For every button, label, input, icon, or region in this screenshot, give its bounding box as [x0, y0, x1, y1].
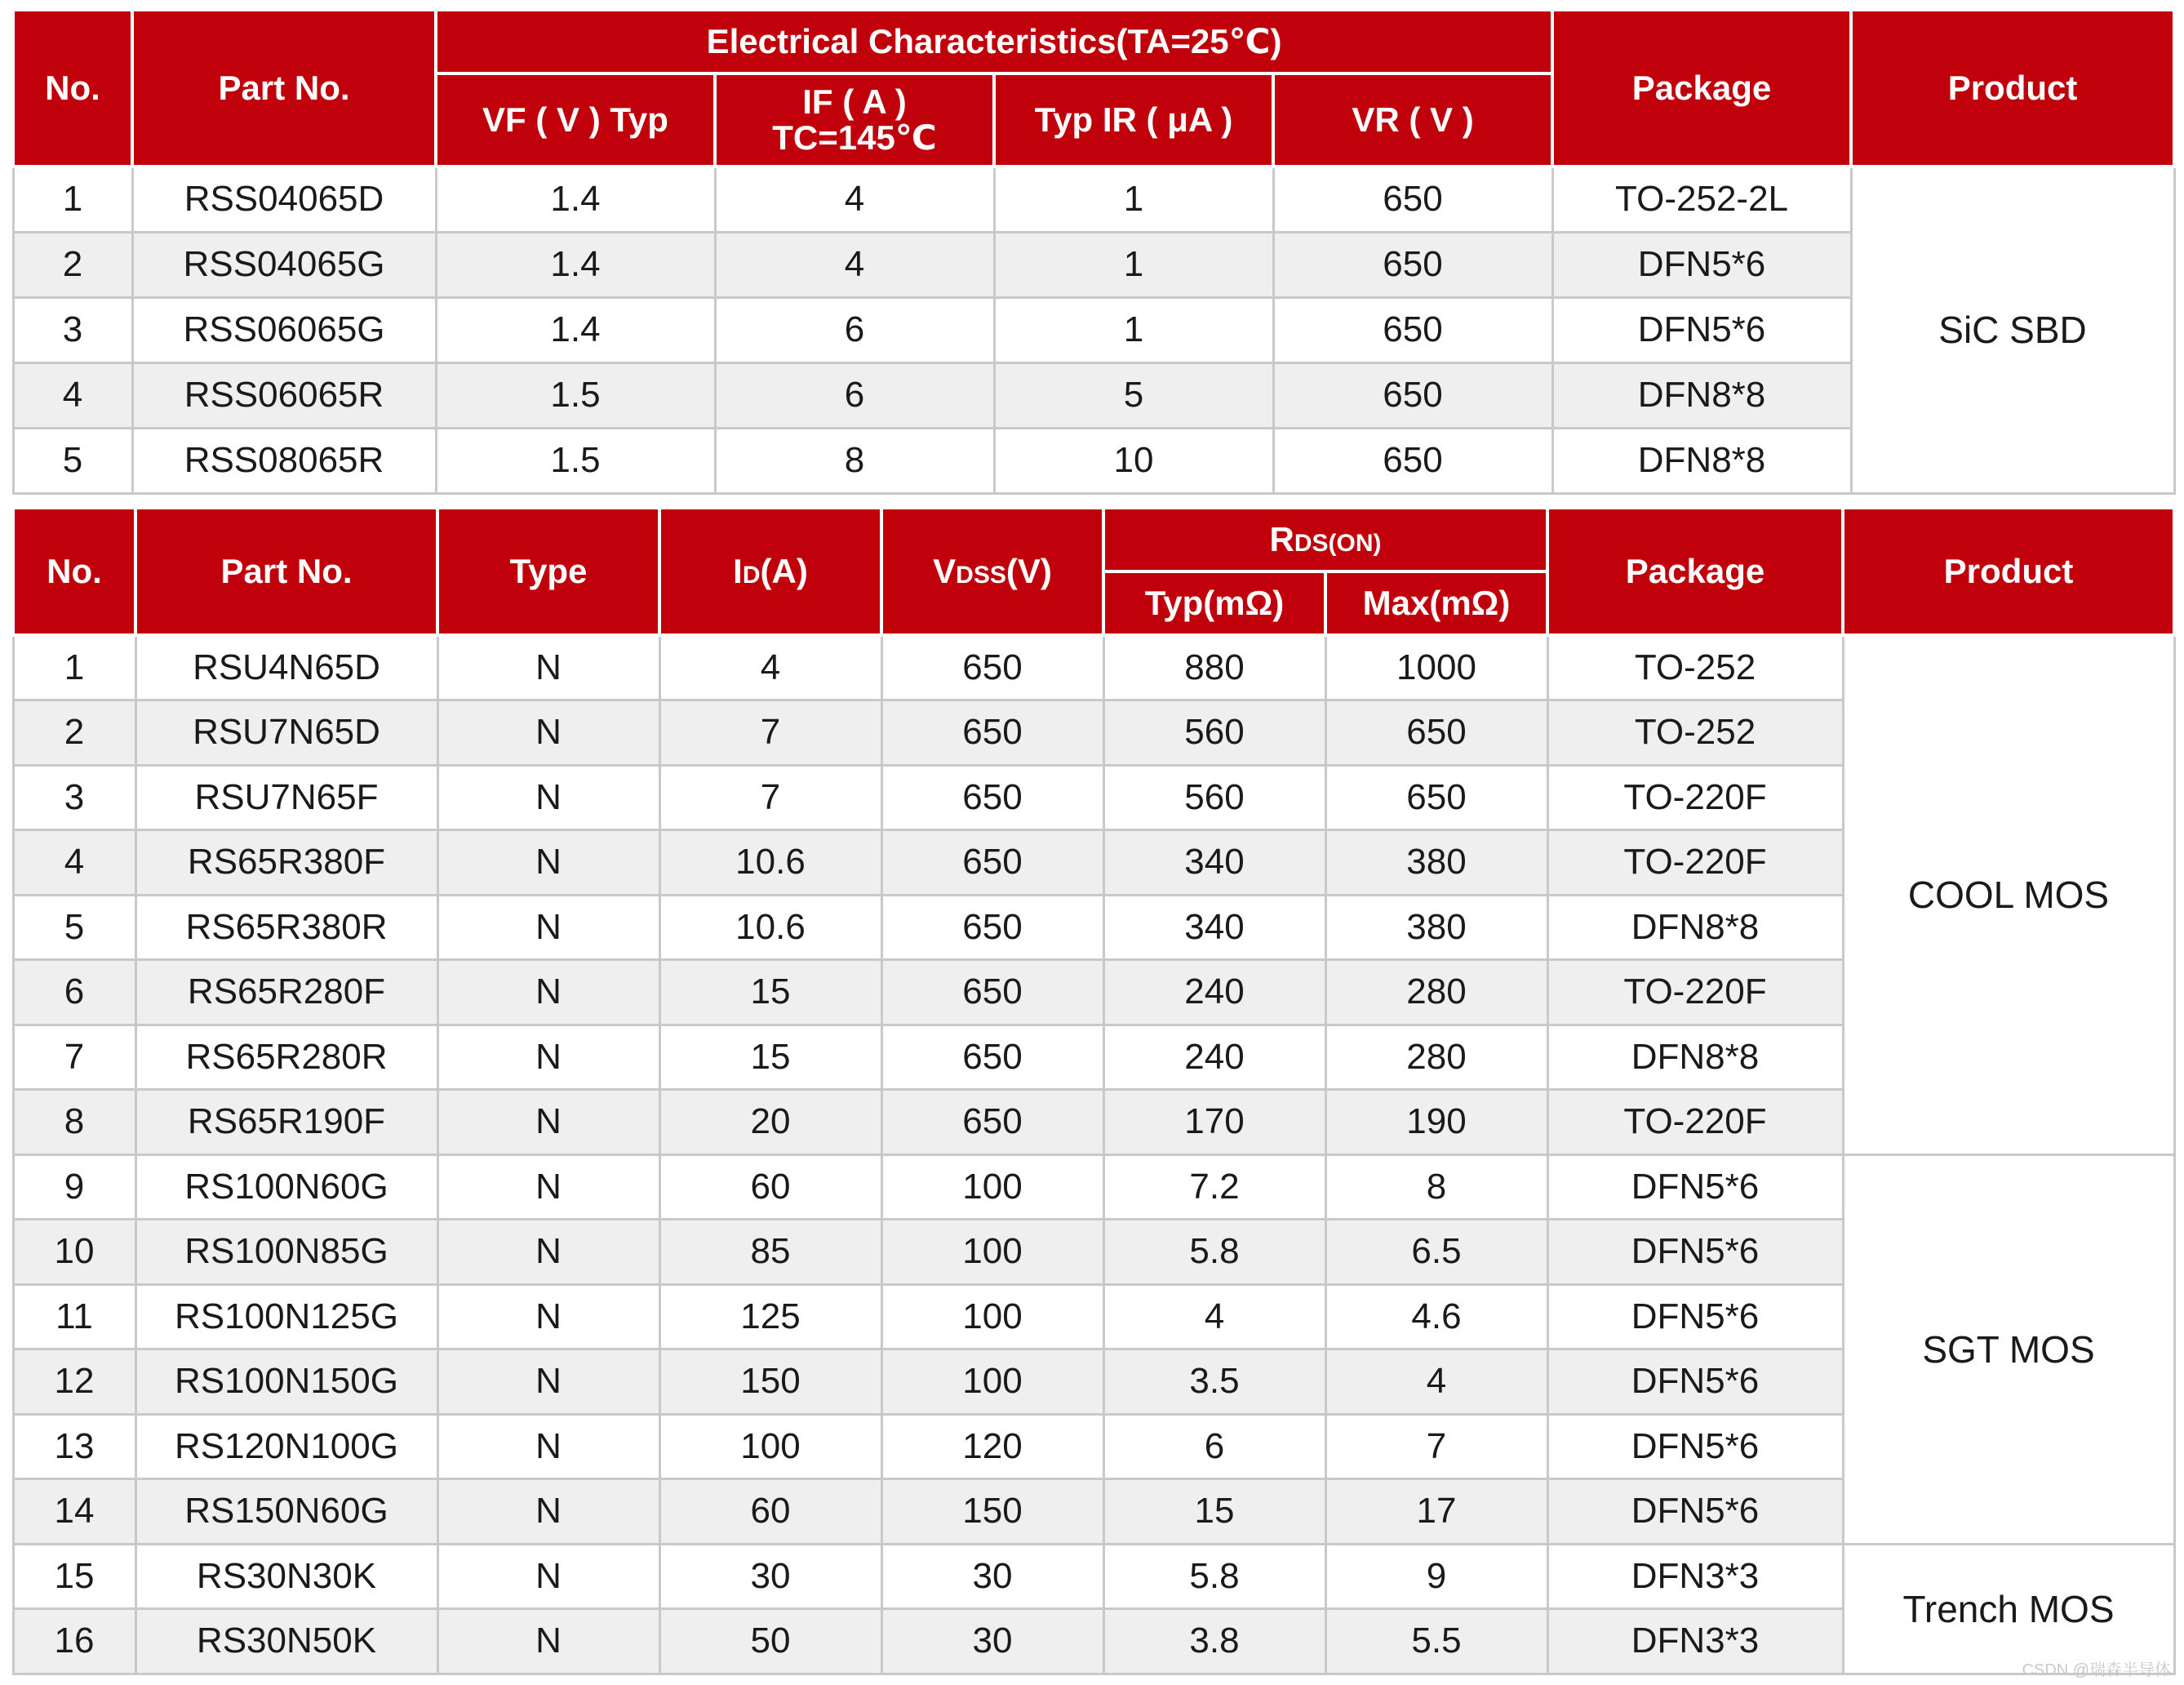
header-ir: Typ IR ( μA ) — [994, 73, 1273, 167]
cell-package: DFN8*8 — [1547, 1025, 1843, 1090]
header-vdss — [881, 508, 1103, 635]
cell-part: RS65R280F — [135, 960, 437, 1025]
header-package: Package — [1547, 508, 1843, 635]
cell-typ: 560 — [1103, 765, 1325, 830]
cell-id: 60 — [659, 1154, 881, 1220]
cell-part: RSS06065G — [132, 297, 436, 362]
cell-no: 7 — [13, 1025, 135, 1090]
header-vf: VF ( V ) Typ — [436, 73, 715, 167]
header-no: No. — [13, 10, 132, 167]
header-rds-main: R — [1269, 519, 1294, 558]
sic-sbd-table — [11, 8, 2176, 495]
cell-package: DFN5*6 — [1547, 1479, 1843, 1545]
cell-id: 10.6 — [659, 830, 881, 896]
cell-no: 9 — [13, 1154, 135, 1220]
cell-ir: 5 — [994, 362, 1273, 428]
cell-max: 380 — [1325, 830, 1547, 896]
cell-vr: 650 — [1273, 297, 1552, 362]
cell-no: 13 — [13, 1414, 135, 1479]
cell-vdss: 650 — [881, 635, 1103, 700]
header-typ: Typ(mΩ) — [1103, 571, 1325, 635]
product-cell: Trench MOS — [1843, 1544, 2174, 1674]
cell-part: RSS04065G — [132, 232, 436, 297]
watermark: CSDN @瑞森半导体 — [2022, 1661, 2171, 1679]
cell-type: N — [437, 1609, 659, 1674]
table-row — [13, 232, 2174, 297]
header-vdss-unit: (V) — [1005, 551, 1052, 590]
cell-part: RS65R280R — [135, 1025, 437, 1090]
cell-part: RSS08065R — [132, 428, 436, 493]
cell-if: 4 — [715, 232, 994, 297]
cell-max: 1000 — [1325, 635, 1547, 700]
cell-package: DFN5*6 — [1552, 232, 1851, 297]
cell-vr: 650 — [1273, 232, 1552, 297]
cell-max: 4.6 — [1325, 1284, 1547, 1349]
header-id-sub: D — [742, 561, 761, 589]
header-if-line1: IF ( A ) — [802, 82, 907, 121]
cell-ir: 10 — [994, 428, 1273, 493]
cell-no: 8 — [13, 1090, 135, 1155]
cell-no: 12 — [13, 1349, 135, 1415]
table-row — [13, 362, 2174, 428]
cell-no: 1 — [13, 167, 132, 232]
header-id — [659, 508, 881, 635]
header-electrical-characteristics: Electrical Characteristics(TA=25℃) — [436, 10, 1552, 73]
cell-part: RS30N50K — [135, 1609, 437, 1674]
cell-vdss: 650 — [881, 1090, 1103, 1155]
cell-part: RS65R380R — [135, 895, 437, 960]
cell-vr: 650 — [1273, 428, 1552, 493]
cell-part: RS100N60G — [135, 1154, 437, 1220]
cell-vf: 1.5 — [436, 362, 715, 428]
cell-package: DFN5*6 — [1552, 297, 1851, 362]
header-vr: VR ( V ) — [1273, 73, 1552, 167]
cell-id: 15 — [659, 1025, 881, 1090]
cell-type: N — [437, 1414, 659, 1479]
cell-part: RSU7N65F — [135, 765, 437, 830]
cell-no: 5 — [13, 895, 135, 960]
cell-package: DFN8*8 — [1552, 362, 1851, 428]
cell-ir: 1 — [994, 297, 1273, 362]
header-package: Package — [1552, 10, 1851, 167]
cell-package: DFN8*8 — [1552, 428, 1851, 493]
cell-typ: 3.8 — [1103, 1609, 1325, 1674]
cell-type: N — [437, 635, 659, 700]
cell-package: TO-220F — [1547, 765, 1843, 830]
cell-package: DFN5*6 — [1547, 1349, 1843, 1415]
header-part-no: Part No. — [132, 10, 436, 167]
cell-package: TO-252 — [1547, 635, 1843, 700]
cell-vf: 1.4 — [436, 232, 715, 297]
cell-type: N — [437, 1349, 659, 1415]
cell-id: 7 — [659, 765, 881, 830]
table-row — [13, 297, 2174, 362]
cell-max: 8 — [1325, 1154, 1547, 1220]
header-id-main: I — [733, 551, 743, 590]
cell-vdss: 650 — [881, 700, 1103, 766]
cell-max: 5.5 — [1325, 1609, 1547, 1674]
cell-max: 650 — [1325, 700, 1547, 766]
cell-no: 2 — [13, 232, 132, 297]
cell-no: 5 — [13, 428, 132, 493]
header-part-no: Part No. — [135, 508, 437, 635]
header-type: Type — [437, 508, 659, 635]
mosfet-table — [11, 506, 2176, 1675]
cell-part: RS120N100G — [135, 1414, 437, 1479]
cell-vdss: 30 — [881, 1609, 1103, 1674]
header-no: No. — [13, 508, 135, 635]
cell-part: RS65R380F — [135, 830, 437, 896]
cell-typ: 340 — [1103, 830, 1325, 896]
cell-max: 650 — [1325, 765, 1547, 830]
cell-typ: 560 — [1103, 700, 1325, 766]
cell-id: 85 — [659, 1220, 881, 1285]
cell-typ: 240 — [1103, 960, 1325, 1025]
cell-package: TO-252 — [1547, 700, 1843, 766]
header-product: Product — [1843, 508, 2174, 635]
cell-max: 4 — [1325, 1349, 1547, 1415]
cell-vf: 1.4 — [436, 297, 715, 362]
cell-part: RSU4N65D — [135, 635, 437, 700]
cell-max: 9 — [1325, 1544, 1547, 1609]
cell-no: 3 — [13, 765, 135, 830]
cell-no: 11 — [13, 1284, 135, 1349]
table-row — [13, 428, 2174, 493]
cell-ir: 1 — [994, 232, 1273, 297]
product-cell: SGT MOS — [1843, 1154, 2174, 1544]
cell-id: 150 — [659, 1349, 881, 1415]
cell-if: 6 — [715, 362, 994, 428]
header-max: Max(mΩ) — [1325, 571, 1547, 635]
cell-max: 280 — [1325, 960, 1547, 1025]
cell-type: N — [437, 1154, 659, 1220]
cell-type: N — [437, 895, 659, 960]
cell-id: 15 — [659, 960, 881, 1025]
cell-type: N — [437, 1479, 659, 1545]
cell-vdss: 100 — [881, 1349, 1103, 1415]
cell-type: N — [437, 700, 659, 766]
cell-package: TO-220F — [1547, 830, 1843, 896]
table-row — [13, 1154, 2174, 1220]
cell-typ: 340 — [1103, 895, 1325, 960]
cell-typ: 4 — [1103, 1284, 1325, 1349]
cell-typ: 240 — [1103, 1025, 1325, 1090]
cell-no: 4 — [13, 830, 135, 896]
cell-id: 125 — [659, 1284, 881, 1349]
header-rds-on — [1103, 508, 1547, 571]
cell-part: RS150N60G — [135, 1479, 437, 1545]
cell-typ: 5.8 — [1103, 1220, 1325, 1285]
cell-typ: 170 — [1103, 1090, 1325, 1155]
cell-part: RS100N85G — [135, 1220, 437, 1285]
cell-max: 6.5 — [1325, 1220, 1547, 1285]
cell-type: N — [437, 1544, 659, 1609]
cell-vdss: 150 — [881, 1479, 1103, 1545]
cell-type: N — [437, 1220, 659, 1285]
cell-vdss: 100 — [881, 1284, 1103, 1349]
product-cell: SiC SBD — [1851, 167, 2174, 493]
cell-max: 7 — [1325, 1414, 1547, 1479]
cell-typ: 7.2 — [1103, 1154, 1325, 1220]
cell-vdss: 650 — [881, 830, 1103, 896]
cell-if: 4 — [715, 167, 994, 232]
table-row — [13, 167, 2174, 232]
cell-part: RS100N125G — [135, 1284, 437, 1349]
cell-max: 190 — [1325, 1090, 1547, 1155]
cell-typ: 5.8 — [1103, 1544, 1325, 1609]
cell-no: 14 — [13, 1479, 135, 1545]
cell-if: 6 — [715, 297, 994, 362]
cell-id: 30 — [659, 1544, 881, 1609]
cell-part: RS100N150G — [135, 1349, 437, 1415]
cell-package: TO-220F — [1547, 960, 1843, 1025]
header-if-line2: TC=145℃ — [772, 118, 937, 157]
cell-type: N — [437, 1090, 659, 1155]
cell-id: 4 — [659, 635, 881, 700]
header-if — [715, 73, 994, 167]
cell-id: 20 — [659, 1090, 881, 1155]
cell-type: N — [437, 960, 659, 1025]
cell-no: 3 — [13, 297, 132, 362]
cell-id: 60 — [659, 1479, 881, 1545]
header-product: Product — [1851, 10, 2174, 167]
cell-no: 2 — [13, 700, 135, 766]
cell-no: 15 — [13, 1544, 135, 1609]
cell-vr: 650 — [1273, 362, 1552, 428]
cell-max: 17 — [1325, 1479, 1547, 1545]
cell-vdss: 650 — [881, 895, 1103, 960]
cell-id: 7 — [659, 700, 881, 766]
cell-type: N — [437, 765, 659, 830]
cell-typ: 880 — [1103, 635, 1325, 700]
cell-vdss: 100 — [881, 1220, 1103, 1285]
cell-package: DFN5*6 — [1547, 1284, 1843, 1349]
header-id-unit: (A) — [760, 551, 808, 590]
cell-typ: 6 — [1103, 1414, 1325, 1479]
cell-no: 4 — [13, 362, 132, 428]
cell-typ: 3.5 — [1103, 1349, 1325, 1415]
cell-no: 10 — [13, 1220, 135, 1285]
cell-id: 50 — [659, 1609, 881, 1674]
product-cell: COOL MOS — [1843, 635, 2174, 1154]
cell-part: RS65R190F — [135, 1090, 437, 1155]
cell-package: DFN3*3 — [1547, 1544, 1843, 1609]
cell-package: TO-252-2L — [1552, 167, 1851, 232]
cell-id: 10.6 — [659, 895, 881, 960]
cell-package: TO-220F — [1547, 1090, 1843, 1155]
cell-type: N — [437, 830, 659, 896]
cell-vf: 1.5 — [436, 428, 715, 493]
cell-package: DFN5*6 — [1547, 1154, 1843, 1220]
table-row — [13, 635, 2174, 700]
cell-no: 16 — [13, 1609, 135, 1674]
cell-type: N — [437, 1025, 659, 1090]
cell-max: 280 — [1325, 1025, 1547, 1090]
cell-vdss: 120 — [881, 1414, 1103, 1479]
table-row — [13, 1544, 2174, 1609]
cell-no: 1 — [13, 635, 135, 700]
cell-package: DFN8*8 — [1547, 895, 1843, 960]
cell-no: 6 — [13, 960, 135, 1025]
header-vdss-main: V — [933, 551, 957, 590]
cell-package: DFN5*6 — [1547, 1220, 1843, 1285]
header-rds-sub: DS(ON) — [1294, 529, 1382, 557]
cell-part: RSS06065R — [132, 362, 436, 428]
cell-package: DFN3*3 — [1547, 1609, 1843, 1674]
cell-if: 8 — [715, 428, 994, 493]
cell-max: 380 — [1325, 895, 1547, 960]
cell-vdss: 650 — [881, 765, 1103, 830]
cell-vdss: 30 — [881, 1544, 1103, 1609]
cell-vdss: 650 — [881, 1025, 1103, 1090]
cell-vdss: 650 — [881, 960, 1103, 1025]
cell-ir: 1 — [994, 167, 1273, 232]
cell-id: 100 — [659, 1414, 881, 1479]
cell-part: RSS04065D — [132, 167, 436, 232]
header-vdss-sub: DSS — [956, 561, 1006, 589]
cell-package: DFN5*6 — [1547, 1414, 1843, 1479]
cell-vr: 650 — [1273, 167, 1552, 232]
cell-vdss: 100 — [881, 1154, 1103, 1220]
cell-typ: 15 — [1103, 1479, 1325, 1545]
cell-part: RSU7N65D — [135, 700, 437, 766]
cell-type: N — [437, 1284, 659, 1349]
cell-vf: 1.4 — [436, 167, 715, 232]
cell-part: RS30N30K — [135, 1544, 437, 1609]
